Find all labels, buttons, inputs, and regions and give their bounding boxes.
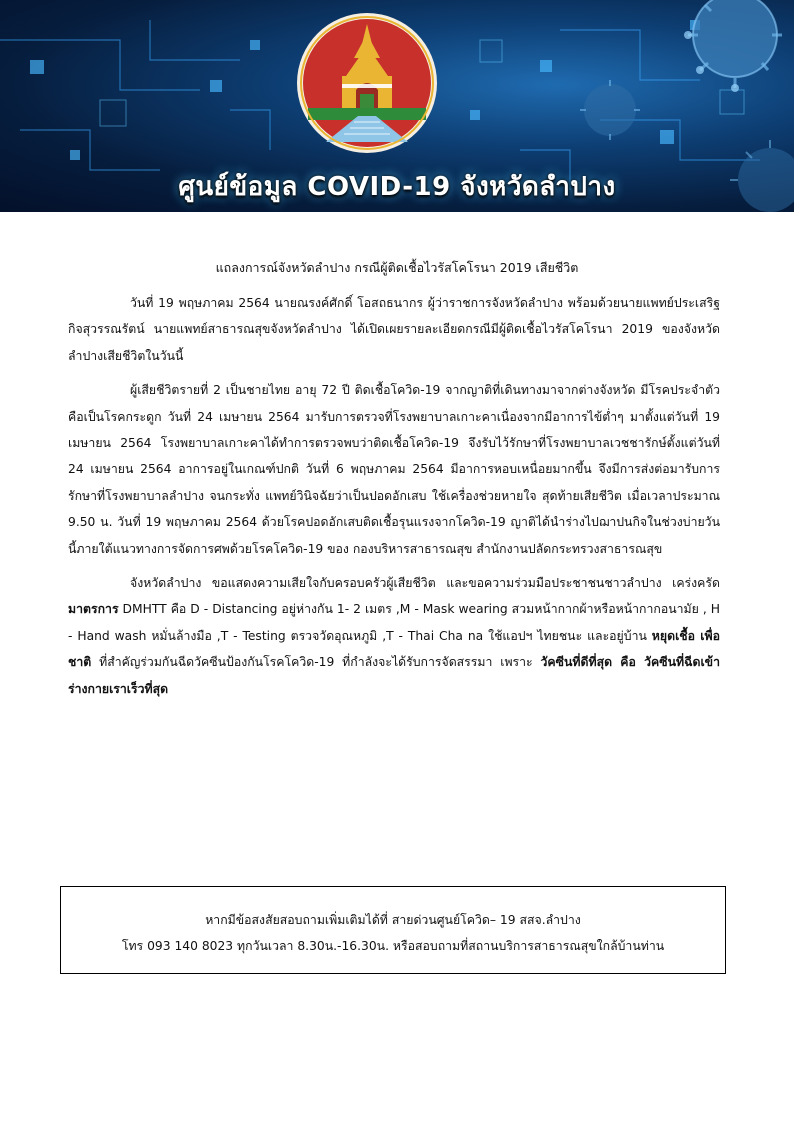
contact-box xyxy=(60,886,726,974)
page-title: แถลงการณ์จังหวัดลำปาง กรณีผู้ติดเชื้อไวรัสโคโรนา 2019 เสียชีวิต xyxy=(215,260,579,275)
paragraph: วันที่ 19 พฤษภาคม 2564 นายณรงค์ศักดิ์ โอสถธนากร ผู้ว่าราชการจังหวัดลำปาง พร้อมด้วยนายแพทย์ประเสริฐ กิจสุวรรณรัตน์ นายแพทย์สาธารณสุขจังหวัดลำปาง ได้เปิดเผยรายละเอียดกรณีมีผู้ติดเชื้อไวรัสโคโรนา 2019 ของจังหวัดลำปางเสียชีวิตในวันนี้ xyxy=(68,296,720,363)
header-banner xyxy=(0,0,794,212)
virus-icon xyxy=(684,0,782,92)
contact-line-2: โทร 093 140 8023 ทุกวันเวลา 8.30น.-16.30น. หรือสอบถามที่สถานบริการสาธารณสุขใกล้บ้านท่าน xyxy=(121,939,665,953)
emphasis-text: วัคซีนที่ดีที่สุด คือ วัคซีนที่ฉีดเข้าร่างกายเราเร็วที่สุด xyxy=(68,655,720,696)
emphasis-text: มาตรการ xyxy=(68,602,119,617)
virus-icon xyxy=(580,80,640,140)
banner-title: ศูนย์ข้อมูล COVID-19 จังหวัดลำปาง xyxy=(178,172,616,202)
paragraph-text: ที่สำคัญร่วมกันฉีดวัคซีนป้องกันโรคโควิด-19 ที่กำลังจะได้รับการจัดสรรมา เพราะ xyxy=(91,655,541,670)
paragraph xyxy=(68,570,720,702)
document-body xyxy=(68,290,720,710)
emphasis-text: หยุดเชื้อ เพื่อชาติ xyxy=(68,628,720,670)
paragraph-text: จังหวัดลำปาง ขอแสดงความเสียใจกับครอบครัวผู้เสียชีวิต และขอความร่วมมือประชาชนชาวลำปาง เคร่งครัด xyxy=(130,576,720,591)
paragraph: ผู้เสียชีวิตรายที่ 2 เป็นชายไทย อายุ 72 ปี ติดเชื้อโควิด-19 จากญาติที่เดินทางมาจากต่างจังหวัด มีโรคประจำตัวคือเป็นโรคกระดูก วันที่ 24 เมษายน 2564 มารับการตรวจที่โรงพยาบาลเกาะคาเนื่องจากมีอาการไข้ต่ำๆ มาตั้งแต่วันที่ 19 เมษายน 2564 โรงพยาบาลเกาะคาได้ทำการตรวจพบว่าติดเชื้อโควิด-19 จึงรับไว้รักษาที่โรงพยาบาลเวชชารักษ์ตั้งแต่วันที่ 24 เมษายน 2564 อาการอยู่ในเกณฑ์ปกติ วันที่ 6 พฤษภาคม 2564 มีอาการหอบเหนื่อยมากขึ้น จึงมีการส่งต่อมารับการรักษาที่โรงพยาบาลลำปาง จนกระทั่ง แพทย์วินิจฉัยว่าเป็นปอดอักเสบ ใช้เครื่องช่วยหายใจ สุดท้ายเสียชีวิต เมื่อเวลาประมาณ 9.50 น. วันที่ 19 พฤษภาคม 2564 ด้วยโรคปอดอักเสบติดเชื้อรุนแรงจากโควิด-19 ญาติได้นำร่างไปฌาปนกิจในช่วงบ่ายวันนี้ภายใต้แนวทางการจัดการศพด้วยโรคโควิด-19 ของ กองบริหารสาธารณสุข สำนักงานปลัดกระทรวงสาธารณสุข xyxy=(68,383,720,556)
paragraph-text: DMHTT คือ D - Distancing อยู่ห่างกัน 1- 2 เมตร ,M - Mask wearing สวมหน้ากากผ้าหรือหน้ากากอนามัย , H - Hand wash หมั่นล้างมือ ,T - Testing ตรวจวัดอุณหภูมิ ,T - Thai Cha na ใช้แอปฯ ไทยชนะ และอยู่บ้าน xyxy=(68,602,720,643)
contact-line-1: หากมีข้อสงสัยสอบถามเพิ่มเติมได้ที่ สายด่วนศูนย์โควิด– 19 สสจ.ลำปาง xyxy=(205,913,581,927)
lampang-province-seal-icon xyxy=(296,12,438,154)
